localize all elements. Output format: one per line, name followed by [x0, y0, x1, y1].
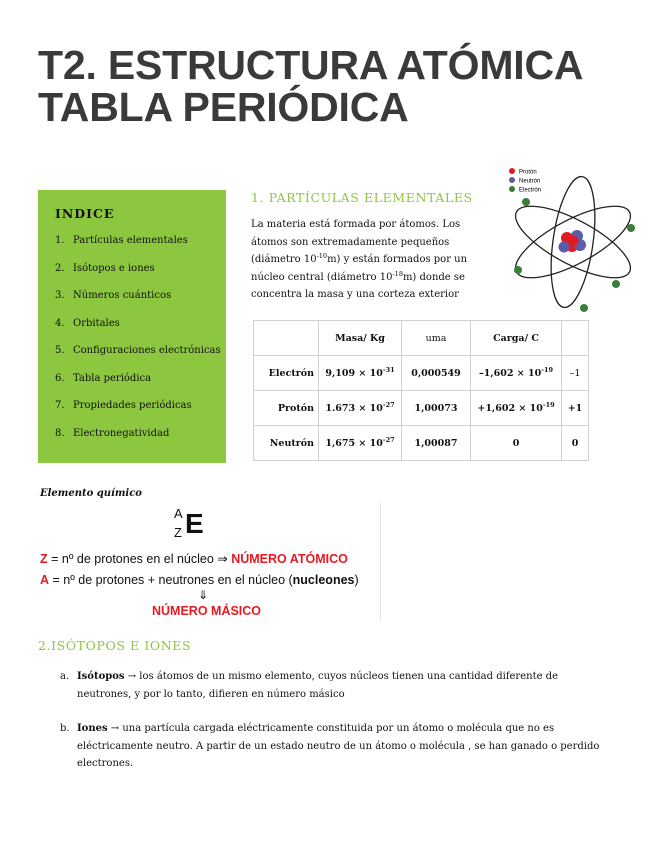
table-row: Electrón $9,109 \times 10^{-31}$ 0,000549 $-1,602 \times 10^{-19}$ –1: [254, 356, 589, 391]
table-header-row: [254, 321, 589, 356]
index-item: 4. Orbitales: [55, 317, 120, 329]
index-list: [55, 232, 225, 452]
atomic-number-line: Z = nº de protones en el núcleo ⇒ NÚMERO ATÓMICO: [40, 552, 348, 566]
atom-legend: [509, 168, 541, 194]
atom-illustration: [496, 162, 646, 312]
title-line-2: TABLA PERIÓDICA: [38, 84, 409, 130]
mass-number-line: A = nº de protones + neutrones en el núcleo (nucleones): [40, 573, 359, 587]
index-item: 8. Electronegatividad: [55, 427, 170, 439]
index-item: 3. Números cuánticos: [55, 290, 172, 301]
index-heading: INDICE: [55, 206, 115, 221]
index-item: 1. Partículas elementales: [55, 235, 188, 246]
table-header: uma: [402, 321, 471, 356]
table-header: Masa/ Kg: [319, 321, 402, 356]
table-row: Protón $1.673 \times 10^{-27}$ 1,00073 $+1,602 \times 10^{-19}$ +1: [254, 391, 589, 426]
table-header: Carga/ C: [471, 321, 562, 356]
table-row: Neutrón $1,675 \times 10^{-27}$ 1,00087 0 0: [254, 426, 589, 461]
arrow-down-icon: ⇓: [198, 588, 209, 602]
particles-table: [253, 320, 589, 461]
neutron-legend-dot: [509, 177, 515, 183]
index-item: 5. Configuraciones electrónicas: [55, 345, 221, 356]
section-2-heading: 2.ISÓTOPOS E IONES: [38, 638, 192, 653]
index-item: 6. Tabla periódica: [55, 372, 152, 384]
definitions-list: [60, 668, 600, 790]
index-box: [38, 190, 226, 463]
element-symbol: A Z E: [174, 506, 204, 540]
index-item: 2. Isótopos e iones: [55, 262, 155, 274]
proton-legend-dot: [509, 168, 515, 174]
index-item: 7. Propiedades periódicas: [55, 400, 192, 411]
legend-neutron: Neutrón: [519, 178, 541, 185]
nucleus: [559, 230, 587, 253]
section-1-heading: 1. PARTÍCULAS ELEMENTALES: [251, 190, 473, 205]
legend-electron: Electrón: [519, 187, 542, 194]
element-label: Elemento químico: [40, 488, 142, 499]
electrons: [514, 198, 635, 312]
element-diagram: [40, 503, 381, 621]
section-1-text: La materia está formada por átomos. Los átomos son extremadamente pequeños (diámetro $10^{-10}m$) y están formados por un núcleo central (diámetro $10^{-18}m$) donde se concentra la masa y una corteza exterior: [251, 219, 468, 300]
title-line-1: T2. ESTRUCTURA ATÓMICA: [38, 42, 584, 88]
mass-number-result: NÚMERO MÁSICO: [152, 604, 262, 618]
definition-item: a. Isótopos → los átomos de un mismo elemento, cuyos núcleos tienen una cantidad diferente de neutrones, y por lo tanto, difieren en número másico: [60, 671, 559, 700]
page-title: [38, 44, 638, 128]
definition-item: b. Iones → una partícula cargada eléctricamente constituida por un átomo o molécula que no es eléctricamente neutro. A partir de un estado neutro de un átomo o molécula , se han ganado o perdido electrones.: [60, 723, 600, 769]
electron-legend-dot: [509, 186, 515, 192]
legend-proton: Protón: [519, 169, 537, 176]
